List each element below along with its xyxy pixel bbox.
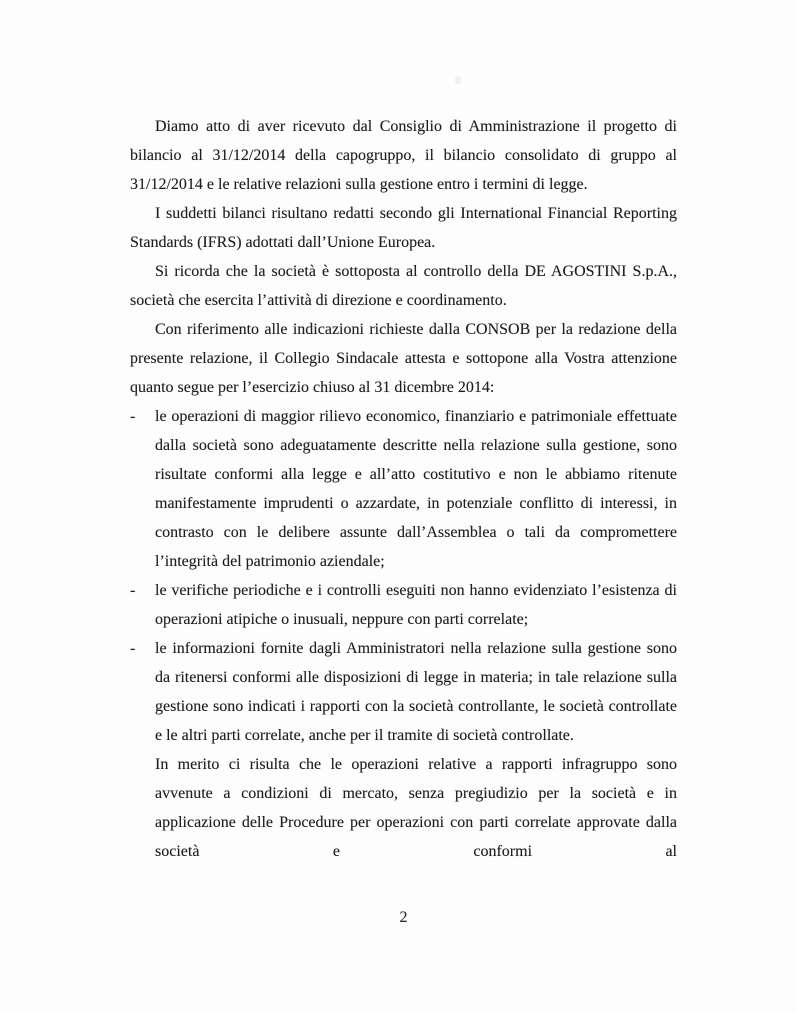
document-body bbox=[130, 112, 677, 866]
list-item-directors-information bbox=[130, 634, 677, 750]
paragraph-intragroup-operations: In merito ci risulta che le operazioni relative a rapporti infragruppo sono avvenute a condizioni di mercato, senza pregiudizio per la società e in applicazione delle Procedure per operazioni con parti correlate approvate dalla società e conformi al bbox=[155, 756, 677, 860]
list-item-major-operations bbox=[130, 402, 677, 576]
list-item-periodic-checks bbox=[130, 576, 677, 634]
list-dash-marker: - bbox=[130, 582, 136, 599]
paragraph-received-draft-financial-statements: Diamo atto di aver ricevuto dal Consiglio di Amministrazione il progetto di bilancio al 31/12/2014 della capogruppo, il bilancio consolidato di gruppo al 31/12/2014 e le relative relazioni sulla gestione entro i termini di legge. bbox=[130, 118, 677, 193]
list-dash-marker: - bbox=[130, 408, 136, 425]
paragraph-ifrs-standards: I suddetti bilanci risultano redatti secondo gli International Financial Reporting Standards (IFRS) adottati dall’Unione Europea. bbox=[130, 205, 677, 251]
paragraph-consob-intro: Con riferimento alle indicazioni richieste dalla CONSOB per la redazione della presente relazione, il Collegio Sindacale attesta e sottopone alla Vostra attenzione quanto segue per l’esercizio chiuso al 31 dicembre 2014: bbox=[130, 321, 677, 396]
list-item-text: le verifiche periodiche e i controlli eseguiti non hanno evidenziato l’esistenza di operazioni atipiche o inusuali, neppure con parti correlate; bbox=[155, 582, 677, 628]
list-dash-marker: - bbox=[130, 640, 136, 657]
paragraph-de-agostini-control: Si ricorda che la società è sottoposta al controllo della DE AGOSTINI S.p.A., società che esercita l’attività di direzione e coordinamento. bbox=[130, 263, 677, 309]
list-item-text: le informazioni fornite dagli Amministratori nella relazione sulla gestione sono da ritenersi conformi alle disposizioni di legge in materia; in tale relazione sulla gestione sono indicati i rapporti con la società controllante, le società controllate e le altri parti correlate, anche per il tramite di società controllate. bbox=[155, 640, 677, 744]
scan-artifact bbox=[455, 76, 461, 84]
page-number: 2 bbox=[399, 909, 408, 926]
list-item-text: le operazioni di maggior rilievo economico, finanziario e patrimoniale effettuate dalla società sono adeguatamente descritte nella relazione sulla gestione, sono risultate conformi alla legge e all’atto costitutivo e non le abbiamo ritenute manifestamente imprudenti o azzardate, in potenziale conflitto di interessi, in contrasto con le delibere assunte dall’Assemblea o tali da compromettere l’integrità del patrimonio aziendale; bbox=[155, 408, 677, 570]
